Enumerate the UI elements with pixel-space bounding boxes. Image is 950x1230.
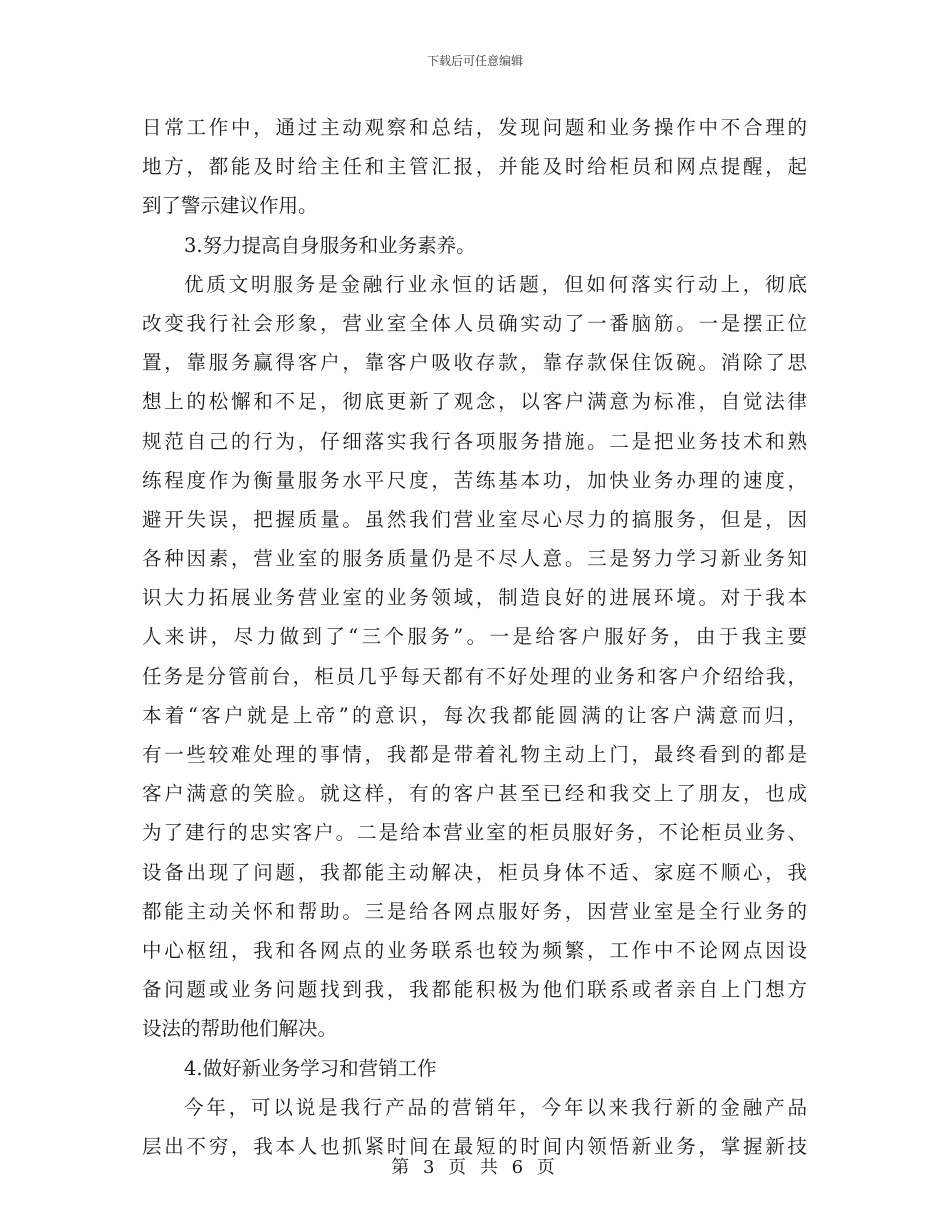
document-body: [142, 108, 807, 1166]
text-line: 改变我行社会形象，营业室全体人员确实动了一番脑筋。一是摆正位: [142, 311, 807, 335]
text-line: 日常工作中，通过主动观察和总结，发现问题和业务操作中不合理的: [142, 116, 807, 139]
text-line: 今年，可以说是我行产品的营销年，今年以来我行新的金融产品: [184, 1095, 807, 1119]
text-line: 任务是分管前台，柜员几乎每天都有不好处理的业务和客户介绍给我，: [142, 664, 807, 688]
text-line: 想上的松懈和不足，彻底更新了观念，以客户满意为标准，自觉法律: [142, 390, 807, 414]
text-line: 备问题或业务问题找到我，我都能积极为他们联系或者亲自上门想方: [142, 978, 807, 1002]
text-line: 设法的帮助他们解决。: [142, 1017, 338, 1041]
text-line: 设备出现了问题，我都能主动解决，柜员身体不适、家庭不顺心，我: [142, 860, 807, 884]
text-line: 优质文明服务是金融行业永恒的话题，但如何落实行动上，彻底: [184, 272, 807, 296]
text-line: 都能主动关怀和帮助。三是给各网点服好务，因营业室是全行业务的: [142, 899, 807, 923]
text-line: 为了建行的忠实客户。二是给本营业室的柜员服好务，不论柜员业务、: [142, 821, 807, 845]
text-line: 规范自己的行为，仔细落实我行各项服务措施。二是把业务技术和熟: [142, 429, 807, 453]
text-line: 客户满意的笑脸。就这样，有的客户甚至已经和我交上了朋友，也成: [142, 782, 807, 806]
text-line: 到了警示建议作用。: [142, 194, 318, 218]
text-line: 3.努力提高自身服务和业务素养。: [184, 233, 476, 257]
text-line: 人来讲，尽力做到了“三个服务”。一是给客户服好务，由于我主要: [142, 625, 807, 649]
page-footer: 第 3 页 共 6 页: [391, 1157, 559, 1178]
text-line: 地方，都能及时给主任和主管汇报，并能及时给柜员和网点提醒，起: [142, 155, 807, 179]
text-line: 识大力拓展业务营业室的业务领域，制造良好的进展环境。对于我本: [142, 586, 807, 610]
text-line: 避开失误，把握质量。虽然我们营业室尽心尽力的搞服务，但是，因: [142, 507, 807, 531]
text-line: 各种因素，营业室的服务质量仍是不尽人意。三是努力学习新业务知: [142, 547, 807, 571]
text-line: 有一些较难处理的事情，我都是带着礼物主动上门，最终看到的都是: [142, 743, 807, 766]
text-line: 练程度作为衡量服务水平尺度，苦练基本功，加快业务办理的速度，: [142, 468, 807, 492]
text-line: 层出不穷，我本人也抓紧时间在最短的时间内领悟新业务，掌握新技: [142, 1134, 807, 1158]
text-line: 本着“客户就是上帝”的意识，每次我都能圆满的让客户满意而归，: [142, 703, 807, 727]
text-line: 置，靠服务赢得客户，靠客户吸收存款，靠存款保住饭碗。消除了思: [142, 351, 807, 375]
text-line: 4.做好新业务学习和营销工作: [184, 1056, 437, 1080]
text-line: 中心枢纽，我和各网点的业务联系也较为频繁，工作中不论网点因设: [142, 938, 807, 962]
page-header-note: 下载后可任意编辑: [426, 54, 523, 68]
